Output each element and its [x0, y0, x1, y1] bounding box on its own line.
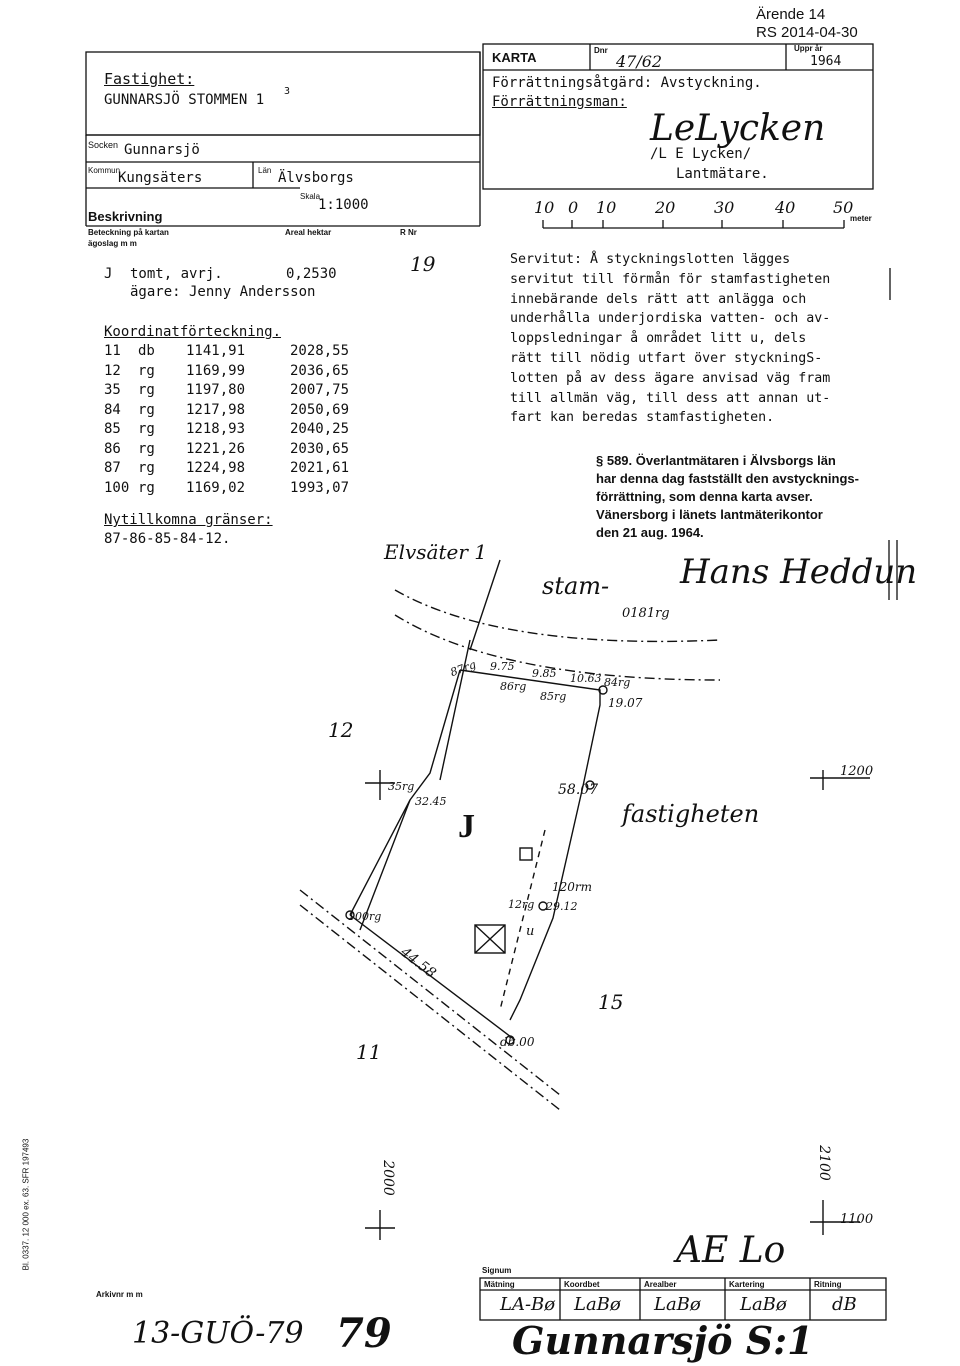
scale-tick-1: 0	[568, 198, 579, 217]
servitut-line: rätt till nödig utfart över styckningS-	[510, 350, 823, 366]
coord-pt: 86	[104, 440, 121, 457]
servitut-line: lotten på av dess ägare anvisad väg fram	[510, 370, 831, 386]
fastighet-sup: 3	[284, 86, 291, 97]
plot-letter-j: J	[458, 808, 475, 845]
map-label-fastigheten: fastigheten	[622, 800, 760, 828]
scale-tick-0: 10	[534, 198, 555, 217]
forrattningsman: Förrättningsman:	[492, 94, 627, 110]
socken-label: Socken	[88, 140, 119, 150]
initial-koordbet: LaBø	[574, 1294, 621, 1315]
areal-label: Areal hektar	[285, 228, 332, 237]
map-label-35rg: 35rg	[388, 780, 415, 793]
servitut-line: innebärande dels rätt att anlägga och	[510, 291, 807, 307]
coord-x: 1197,80	[186, 382, 246, 398]
col-koordbet: Koordbet	[564, 1280, 600, 1289]
map-label-975: 9.75	[490, 660, 515, 673]
scale-tick-4: 30	[714, 198, 735, 217]
map-label-3245: 32.45	[415, 795, 447, 808]
map-label-db00: db.00	[500, 1035, 535, 1049]
beteckning-label: Beteckning på kartan	[88, 228, 169, 237]
stamp-line: § 589. Överlantmätaren i Älvsborgs län	[596, 453, 836, 468]
map-label-120rm: 120rm	[552, 880, 593, 894]
map-label-2100: 2100	[815, 1145, 832, 1181]
initial-matning: LA-Bø	[500, 1294, 556, 1315]
coord-type: rg	[138, 440, 155, 457]
servitut-line: underhålla underjordiska vatten- och av-	[510, 311, 831, 327]
kommun-label: Kommun	[88, 166, 121, 175]
map-label-1200: 1200	[840, 764, 874, 779]
servitut-line: Servitut: Å styckningslotten lägges	[510, 252, 791, 267]
coord-x: 1169,99	[186, 362, 246, 379]
nytillkomna-heading: Nytillkomna gränser:	[104, 512, 273, 528]
coord-type: rg	[138, 421, 155, 437]
lan-label: Län	[258, 166, 272, 175]
map-label-12rg: 12rg	[508, 898, 535, 911]
coord-y: 2028,55	[290, 343, 350, 359]
initial-ritning: dB	[832, 1294, 857, 1315]
karta-label: KARTA	[492, 50, 537, 65]
coord-x: 1224,98	[186, 460, 246, 476]
map-label-100rg: 100rg	[348, 910, 382, 923]
nytillkomna-value: 87-86-85-84-12.	[104, 531, 231, 547]
coord-pt: 12	[104, 362, 121, 379]
coord-x: 1221,26	[186, 440, 246, 457]
map-label-4458: 44.58	[397, 944, 439, 982]
map-label-11: 11	[356, 1040, 382, 1064]
uppr-label: Uppr år	[794, 44, 823, 53]
servitut-text	[510, 250, 830, 428]
initial-kartering: LaBø	[740, 1294, 787, 1315]
side-initials: AE Lo	[676, 1230, 786, 1271]
lan-value: Älvsborgs	[278, 170, 354, 186]
coord-y: 2007,75	[290, 382, 350, 398]
coord-pt: 100	[104, 479, 130, 496]
lycken-signature: LeLycken	[650, 108, 826, 149]
coord-pt: 85	[104, 421, 121, 437]
map-label-u: u	[526, 924, 535, 939]
signer-title: Lantmätare.	[676, 166, 769, 182]
socken-value: Gunnarsjö	[124, 142, 200, 158]
map-label-5807: 58.07	[558, 782, 599, 798]
map-label-1063: 10.63	[570, 672, 602, 685]
coord-x: 1141,91	[186, 343, 246, 359]
coord-type: rg	[138, 460, 155, 476]
map-label-19: 19	[410, 252, 436, 276]
signum-label: Signum	[482, 1266, 512, 1275]
map-label-2000: 2000	[379, 1160, 396, 1196]
coord-y: 2050,69	[290, 401, 350, 418]
scale-tick-5: 40	[775, 198, 796, 217]
col-matning: Mätning	[484, 1280, 515, 1289]
signer-name: /L E Lycken/	[650, 146, 752, 162]
stamp-line: Vänersborg i länets lantmäterikontor	[596, 507, 823, 522]
coord-pt: 35	[104, 382, 121, 398]
map-label-84rg: 84rg	[604, 676, 631, 689]
fastighet-label: Fastighet:	[104, 70, 195, 88]
fastställelse-stamp	[596, 452, 859, 542]
entry-desc: tomt, avrj.	[130, 266, 223, 282]
coord-type: rg	[138, 382, 155, 398]
entry-area: 0,2530	[286, 266, 337, 282]
rs-date: RS 2014-04-30	[756, 24, 858, 41]
dnr-label: Dnr	[594, 46, 608, 55]
fastighet-name: GUNNARSJÖ STOMMEN 1	[104, 92, 265, 108]
arende-label: Ärende 14	[756, 6, 826, 23]
coord-y: 1993,07	[290, 479, 350, 496]
map-label-985: 9.85	[532, 667, 557, 680]
archive-label: Arkivnr m m	[96, 1290, 143, 1299]
coord-type: rg	[138, 401, 155, 418]
big-number: 79	[336, 1310, 392, 1357]
map-label-181rg: 0181rg	[622, 606, 670, 621]
map-label-1100: 1100	[840, 1212, 874, 1227]
coord-pt: 84	[104, 401, 121, 418]
coord-y: 2021,61	[290, 460, 350, 476]
kommun-value: Kungsäters	[118, 170, 203, 186]
servitut-line: fart kan beredas stamfastigheten.	[510, 410, 775, 426]
col-kartering: Kartering	[729, 1280, 765, 1289]
map-label-85rg: 85rg	[540, 690, 567, 703]
servitut-line: till allmän väg, till dess att annan ut-	[510, 390, 831, 406]
map-label-87rg: 87rg	[448, 657, 478, 680]
coord-pt: 87	[104, 460, 121, 476]
scale-tick-3: 20	[655, 198, 676, 217]
map-label-elvsater: Elvsäter 1	[384, 540, 487, 564]
map-label-stam: stam-	[542, 572, 610, 600]
map-label-1907: 19.07	[608, 696, 643, 710]
hans-signature: Hans Heddun	[680, 552, 918, 592]
stamp-line: förrättning, som denna karta avser.	[596, 489, 813, 504]
coord-x: 1217,98	[186, 401, 246, 418]
coord-type: rg	[138, 362, 155, 379]
entry-code: J	[104, 266, 113, 282]
coord-y: 2040,25	[290, 421, 350, 437]
coord-type: db	[138, 343, 155, 359]
coord-x: 1218,93	[186, 421, 246, 437]
uppr-value: 1964	[810, 54, 842, 69]
servitut-line: loppsledningar å området litt u, dels	[510, 331, 807, 347]
col-ritning: Ritning	[814, 1280, 842, 1289]
stamp-line: har denna dag fastställt den avstycknings-	[596, 471, 859, 486]
map-label-2912: 29.12	[546, 900, 578, 913]
forrattningsatgard: Förrättningsåtgärd: Avstyckning.	[492, 75, 762, 91]
scale-tick-2: 10	[596, 198, 617, 217]
scale-tick-6: 50	[833, 198, 854, 217]
dnr-value: 47/62	[616, 52, 663, 71]
map-label-86rg: 86rg	[500, 680, 527, 693]
map-label-15: 15	[598, 990, 624, 1014]
side-print: Bl. 0337. 12 000 ex. 63. SFR 197493	[21, 1138, 31, 1271]
map-label-12: 12	[328, 718, 354, 742]
coord-heading: Koordinatförteckning.	[104, 324, 282, 340]
stamp-line: den 21 aug. 1964.	[596, 525, 704, 540]
owner-line: ägare: Jenny Andersson	[130, 284, 316, 300]
coord-y: 2030,65	[290, 440, 350, 457]
coord-y: 2036,65	[290, 362, 350, 379]
skala-value: 1:1000	[318, 197, 369, 213]
beskrivning-label: Beskrivning	[88, 209, 163, 224]
servitut-line: servitut till förmån för stamfastigheten	[510, 271, 831, 287]
coord-x: 1169,02	[186, 479, 246, 496]
rnr-label: R Nr	[400, 228, 417, 237]
archive-value: 13-GUÖ-79	[132, 1316, 304, 1351]
agoslag-label: ägoslag m m	[88, 239, 137, 248]
scale-unit: meter	[850, 214, 872, 223]
initial-arealber: LaBø	[654, 1294, 701, 1315]
col-arealber: Arealber	[644, 1280, 677, 1289]
title-hand: Gunnarsjö S:1	[512, 1318, 814, 1363]
skala-label: Skala	[300, 192, 321, 201]
coord-pt: 11	[104, 343, 121, 359]
coord-type: rg	[138, 479, 155, 496]
